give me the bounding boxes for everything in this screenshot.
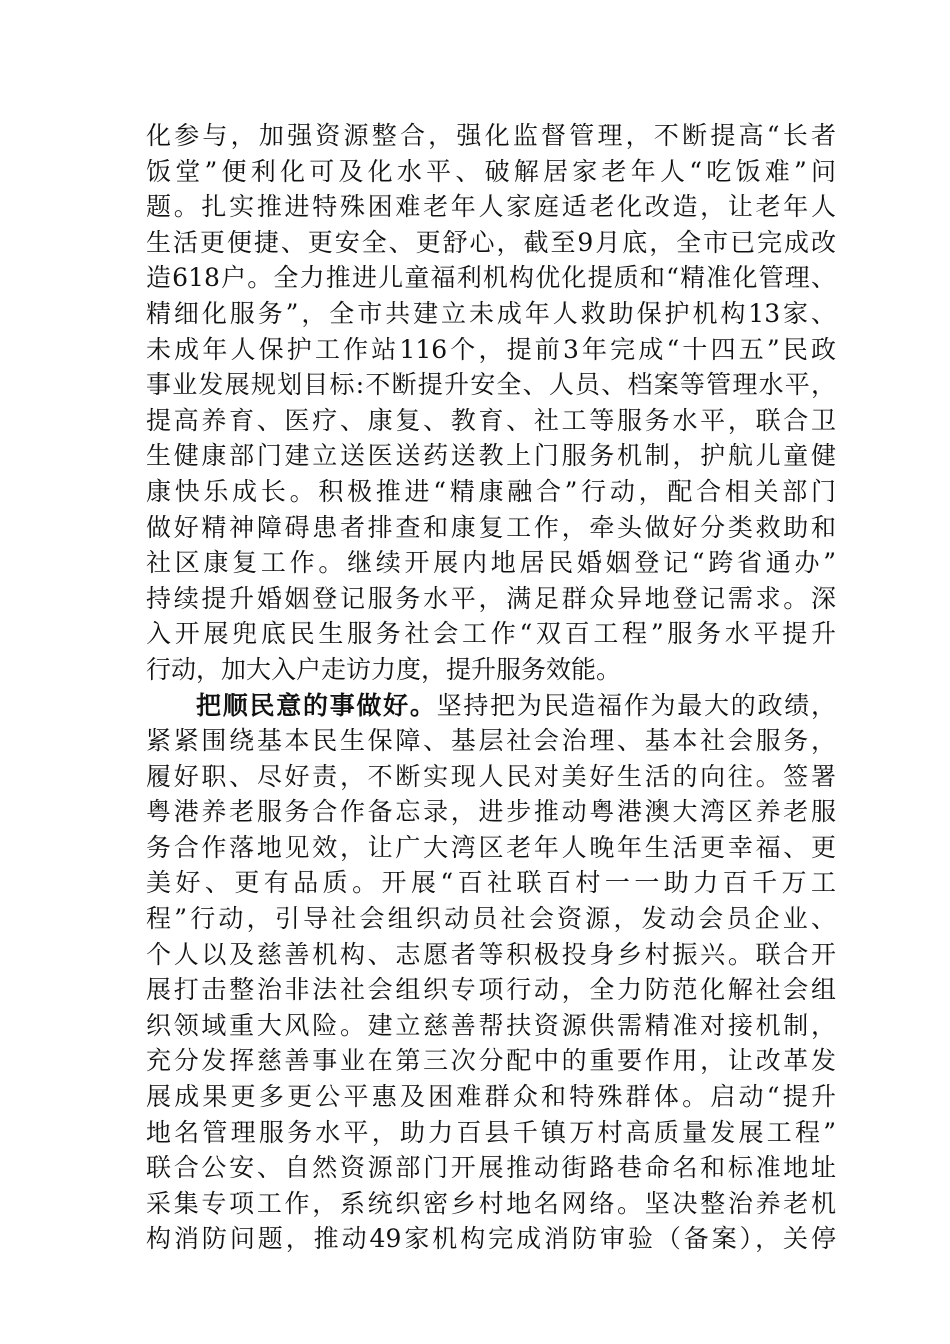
text-line: 持续提升婚姻登记服务水平，满足群众异地登记需求。深 — [146, 583, 836, 613]
text-line: 粤港养老服务合作备忘录，进步推动粤港澳大湾区养老服 — [146, 797, 836, 827]
text-line: 生健康部门建立送医送药送教上门服务机制，护航儿童健 — [146, 441, 836, 471]
text-line: 地名管理服务水平，助力百县千镇万村高质量发展工程” — [146, 1117, 836, 1147]
text-line: 做好精神障碍患者排查和康复工作，牵头做好分类救助和 — [146, 512, 836, 542]
text-line: 务合作落地见效，让广大湾区老年人晚年生活更幸福、更 — [146, 832, 836, 862]
text-line: 题。扎实推进特殊困难老年人家庭适老化改造，让老年人 — [146, 192, 836, 222]
text-line: 紧紧围绕基本民生保障、基层社会治理、基本社会服务， — [146, 726, 836, 756]
text-line: 采集专项工作，系统织密乡村地名网络。坚决整治养老机 — [146, 1188, 836, 1218]
text-line: 精细化服务”，全市共建立未成年人救助保护机构13家、 — [146, 298, 836, 328]
text-line: 康快乐成长。积极推进“精康融合”行动，配合相关部门 — [146, 476, 836, 506]
text-line: 造618户。全力推进儿童福利机构优化提质和“精准化管理、 — [146, 263, 836, 293]
text-line: 事业发展规划目标:不断提升安全、人员、档案等管理水平， — [146, 370, 836, 400]
text-line: 织领域重大风险。建立慈善帮扶资源供需精准对接机制， — [146, 1010, 836, 1040]
text-line: 饭堂”便利化可及化水平、破解居家老年人“吃饭难”问 — [146, 156, 836, 186]
text-line: 美好、更有品质。开展“百社联百村一一助力百千万工 — [146, 868, 836, 898]
text-line: 履好职、尽好责，不断实现人民对美好生活的向往。签署 — [146, 761, 836, 791]
document-body — [146, 118, 836, 1257]
text-line: 程”行动，引导社会组织动员社会资源，发动会员企业、 — [146, 904, 836, 934]
paragraph-1 — [146, 118, 836, 688]
text-line: 生活更便捷、更安全、更舒心，截至9月底，全市已完成改 — [146, 227, 836, 257]
text-line: 展成果更多更公平惠及困难群众和特殊群体。启动“提升 — [146, 1082, 836, 1112]
text-line: 提高养育、医疗、康复、教育、社工等服务水平，联合卫 — [146, 405, 836, 435]
text-line: 入开展兜底民生服务社会工作“双百工程”服务水平提升 — [146, 619, 836, 649]
text-line: 化参与，加强资源整合，强化监督管理，不断提高“长者 — [146, 121, 836, 150]
text-line: 构消防问题，推动49家机构完成消防审验（备案），关停 — [146, 1224, 836, 1254]
paragraph-first-line — [146, 688, 836, 724]
paragraph-first-line-text: 坚持把为民造福作为最大的政绩， — [436, 690, 836, 720]
text-line: 展打击整治非法社会组织专项行动，全力防范化解社会组 — [146, 975, 836, 1005]
text-line: 充分发挥慈善事业在第三次分配中的重要作用，让改革发 — [146, 1046, 836, 1076]
text-line: 个人以及慈善机构、志愿者等积极投身乡村振兴。联合开 — [146, 939, 836, 969]
text-line: 未成年人保护工作站116个，提前3年完成“十四五”民政 — [146, 334, 836, 364]
text-line: 社区康复工作。继续开展内地居民婚姻登记“跨省通办” — [146, 548, 836, 578]
text-line: 联合公安、自然资源部门开展推动街路巷命名和标准地址 — [146, 1153, 836, 1183]
paragraph-2 — [146, 688, 836, 1258]
paragraph-heading: 把顺民意的事做好。 — [196, 690, 437, 720]
text-line-last: 行动，加大入户走访力度，提升服务效能。 — [146, 654, 622, 684]
